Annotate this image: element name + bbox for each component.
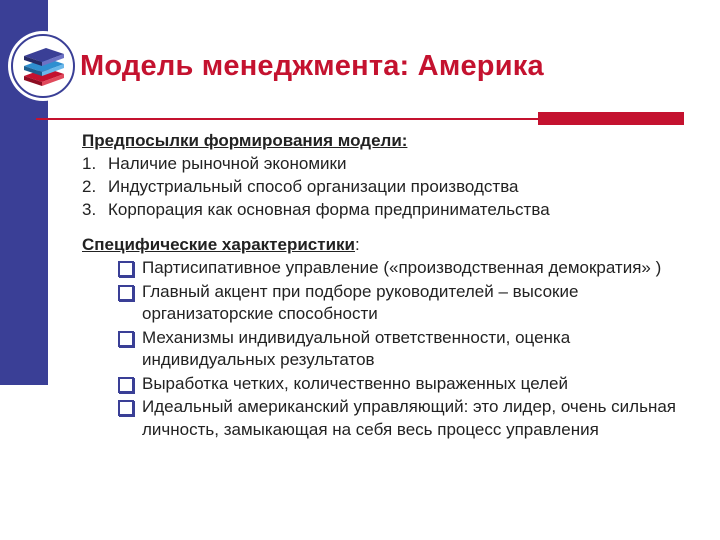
characteristics-heading-line [82, 233, 702, 256]
characteristics-heading: Специфические характеристики [82, 235, 355, 254]
characteristics-heading-colon: : [354, 235, 360, 254]
logo [10, 33, 76, 99]
characteristics-list [82, 257, 702, 441]
checkbox-bullet-icon [118, 261, 134, 277]
checkbox-bullet-icon [118, 285, 134, 301]
title-underline [36, 118, 548, 120]
slide-title: Модель менеджмента: Америка [80, 50, 544, 82]
stacked-books-icon [10, 33, 76, 99]
checkbox-bullet-icon [118, 377, 134, 393]
list-item: Механизмы индивидуальной ответственности, оценка индивидуальных результатов [116, 327, 702, 372]
prerequisites-heading-line [82, 129, 702, 152]
list-item: Партисипативное управление («производственная демократия» ) [116, 257, 702, 280]
checkbox-bullet-icon [118, 331, 134, 347]
list-item: Выработка четких, количественно выраженных целей [116, 373, 702, 396]
prerequisites-list [82, 152, 702, 221]
slide-body [82, 129, 702, 442]
list-item: Идеальный американский управляющий: это лидер, очень сильная личность, замыкающая на себя весь процесс управления [116, 396, 702, 441]
list-item: 3. Корпорация как основная форма предпринимательства [82, 200, 550, 219]
list-item: Главный акцент при подборе руководителей – высокие организаторские способности [116, 281, 702, 326]
characteristics-section [82, 233, 702, 441]
title-underline-accent [538, 112, 684, 125]
list-item: 2. Индустриальный способ организации производства [82, 177, 519, 196]
checkbox-bullet-icon [118, 400, 134, 416]
list-item: 1. Наличие рыночной экономики [82, 154, 347, 173]
prerequisites-heading: Предпосылки формирования модели: [82, 131, 408, 150]
